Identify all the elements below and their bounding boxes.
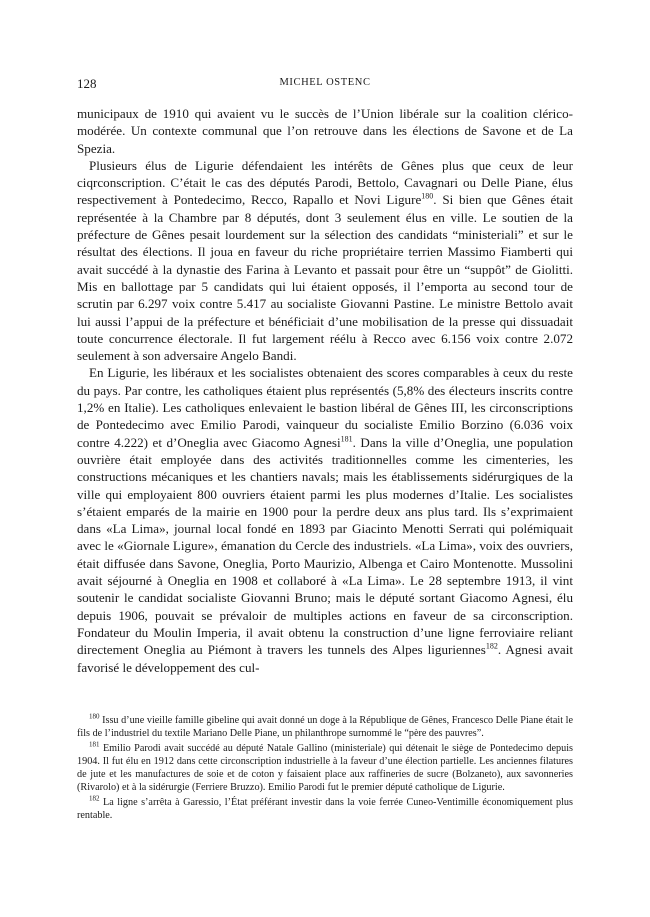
paragraph-text: Plusieurs élus de Ligurie défendaient les intérêts de Gênes plus que ceux de leur ciqrconscription. C’était le cas des députés Parodi, Bettolo, Cavagnari ou Delle Piane, élus respectivement à Pontedecimo, Recco, Rapallo et Novi Ligure <box>77 157 573 208</box>
paragraph-text: En Ligurie, les libéraux et les socialistes obtenaient des scores comparables à ceux du reste du pays. Par contre, les catholiques étaient plus représentés (5,8% des électeurs inscrits contre 1,2% en Italie). Les catholiques enlevaient le bastion libéral de Gênes III, les circonscriptions de Pontedecimo avec Emilio Parodi, vainqueur du socialiste Emilio Borzino (6.036 voix contre 4.222) et d’Oneglia avec Giacomo Agnesi <box>77 365 573 450</box>
footnote-reference[interactable]: 180 <box>421 192 434 202</box>
footnote-text: La ligne s’arrêta à Garessio, l’État préférant investir dans la voie ferrée Cuneo-Ventimille économiquement plus rentable. <box>77 796 573 822</box>
body-paragraph <box>77 157 573 365</box>
paragraph-text: . Dans la ville d’Oneglia, une population ouvrière était employée dans des activités traditionnelles comme les cimenteries, les constructions mécaniques et les chantiers navals; mais les établissements sidérurgiques de la ville qui employaient 800 ouvriers étaient parmi les plus modernes d’Italie. Les socialistes s’étaient emparés de la mairie en 1900 pour la perdre deux ans plus tard. Ils s’exprimaient dans «La Lima», journal local fondé en 1893 par Giacinto Menotti Serrati qui polémiquait avec le «Giornale Ligure», émanation du Cercle des industriels. «La Lima», voix des ouvriers, était diffusée dans Savone, Oneglia, Porto Maurizio, Albenga et Cairo Montenotte. Mussolini avait séjourné à Oneglia en 1908 et collaboré à «La Lima». Le 28 septembre 1913, il vint soutenir le candidat socialiste Giovanni Bruno; mais le député sortant Giacomo Agnesi, élu depuis 1906, pouvait se prévaloir de multiples actions en faveur de sa circonscription. Fondateur du Moulin Imperia, il avait obtenu la construction d’une ligne ferroviaire reliant directement Oneglia au Piémont à travers les tunnels des Alpes liguriennes <box>77 434 573 658</box>
footnote-reference[interactable]: 181 <box>340 434 353 444</box>
footnote-number: 181 <box>89 740 100 749</box>
paragraph-text: . Agnesi avait favorisé le développement des cul- <box>77 642 573 675</box>
running-head: MICHEL OSTENC <box>279 77 371 88</box>
footnote-reference[interactable]: 182 <box>485 641 498 651</box>
page-number: 128 <box>77 76 97 91</box>
body-text <box>77 105 573 676</box>
footnote <box>77 742 573 795</box>
footnote-text: Issu d’une vieille famille gibeline qui avait donné un doge à la République de Gênes, Francesco Delle Piane était le fils de l’industriel du textile Mariano Delle Piane, un philanthrope surnommé le “père des pauvres”. <box>77 715 573 740</box>
body-paragraph <box>77 105 573 157</box>
footnote <box>77 796 573 823</box>
footnote-number: 182 <box>89 794 100 803</box>
footnote-number: 180 <box>89 712 100 721</box>
footnote-text: Emilio Parodi avait succédé au député Natale Gallino (ministeriale) qui détenait le siège de Pontedecimo depuis 1904. Il fut élu en 1912 dans cette circonscription industrielle à la faveur d’une élection partielle. Les anciennes filatures de jute et les manufactures de soie et de coton y faisaient place aux raffineries de sucre (Bolzaneto), aux savonneries (Rivarolo) et à la sidérurgie (Ferriere Bruzzo). Emilio Parodi fut le premier député catholique de Ligurie. <box>77 742 573 794</box>
page-header <box>77 76 573 94</box>
body-paragraph <box>77 364 573 675</box>
footnotes <box>77 714 573 823</box>
paragraph-text: . Si bien que Gênes était représentée à la Chambre par 8 députés, dont 3 seulement élus en ville. Le soutien de la préfecture de Gênes pesait lourdement sur la sélection des candidats “ministeriali” et sur le résultat des élections. Il joua en faveur du riche propriétaire terrien Massimo Fiamberti qui avait succédé à la dynastie des Farina à Levanto et passait pour être un “suppôt” de Giolitti. Mis en ballottage par 5 candidats qui lui étaient opposés, il l’emporta au second tour de scrutin par 6.297 voix contre 5.417 au socialiste Giovanni Pastine. Le ministre Bettolo avait lui aussi l’appui de la préfecture et bénéficiait d’une mobilisation de la presse qui dissuadait toute concurrence électorale. Il fut largement réélu à Recco avec 6.156 voix contre 2.072 seulement à son adversaire Angelo Bandi. <box>77 192 573 364</box>
footnote <box>77 714 573 741</box>
paragraph-text: municipaux de 1910 qui avaient vu le succès de l’Union libérale sur la coalition clérico-modérée. Un contexte communal que l’on retrouve dans les élections de Savone et de La Spezia. <box>77 106 573 156</box>
